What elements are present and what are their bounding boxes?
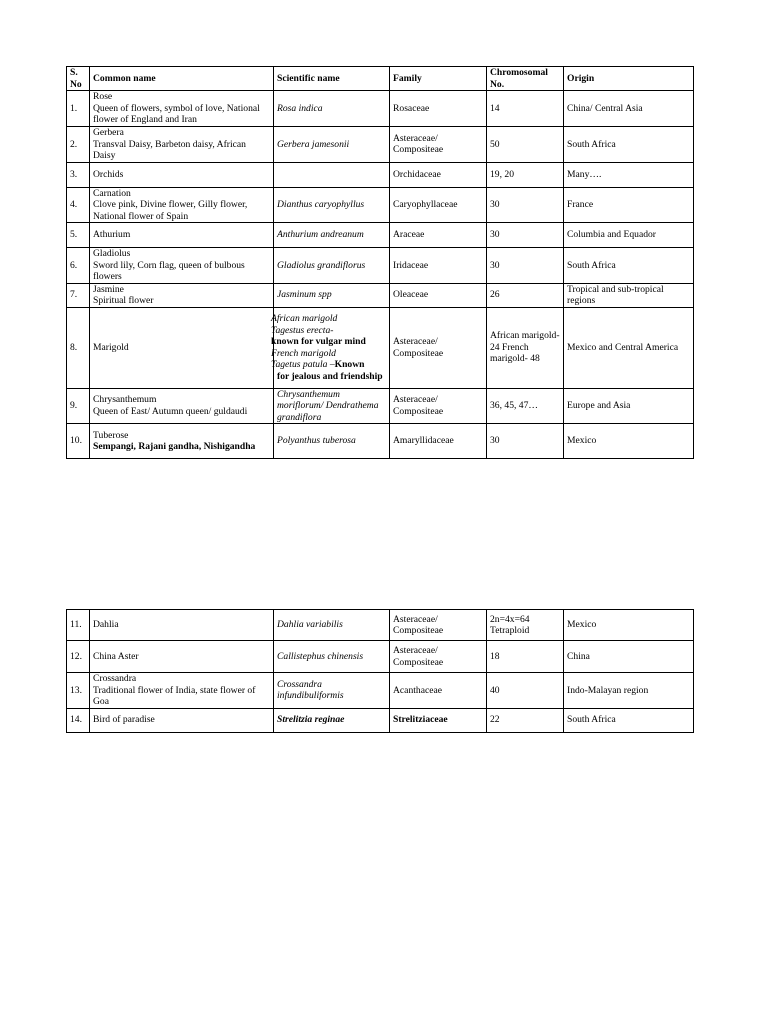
sno-cell: 4. xyxy=(67,187,90,223)
scientific-name-cell: Gladiolus grandiflorus xyxy=(274,248,390,284)
common-name-note: Queen of East/ Autumn queen/ guldaudi xyxy=(93,405,248,417)
common-name-note: Clove pink, Divine flower, Gilly flower, National flower of Spain xyxy=(93,199,248,222)
sno-cell: 3. xyxy=(67,162,90,187)
table-row xyxy=(67,424,694,459)
african-marigold-label: African marigold xyxy=(271,313,338,324)
origin-cell: Indo-Malayan region xyxy=(564,673,694,709)
scientific-name-cell xyxy=(274,162,390,187)
common-name-note: Sword lily, Corn flag, queen of bulbous flowers xyxy=(93,259,245,282)
origin-cell: Columbia and Equador xyxy=(564,223,694,248)
sno-cell: 1. xyxy=(67,91,90,127)
common-name-note: Sempangi, Rajani gandha, Nishigandha xyxy=(93,441,256,452)
origin-cell: Many…. xyxy=(564,162,694,187)
origin-cell: South Africa xyxy=(564,127,694,163)
header-sno: S. No xyxy=(67,67,90,91)
sno-cell: 2. xyxy=(67,127,90,163)
scientific-name-cell: Callistephus chinensis xyxy=(274,641,390,673)
table-row xyxy=(67,162,694,187)
african-marigold-note: known for vulgar mind xyxy=(271,336,366,347)
family-cell: Oleaceae xyxy=(390,283,487,307)
common-name: Gerbera xyxy=(93,127,124,138)
sno-cell: 7. xyxy=(67,283,90,307)
chromosomal-note: Tetraploid xyxy=(490,625,530,636)
chromosomal-cell: 14 xyxy=(487,91,564,127)
chromosomal-cell: 36, 45, 47… xyxy=(487,388,564,424)
family-cell: Asteraceae/ Compositeae xyxy=(390,127,487,163)
scientific-name-cell: Dianthus caryophyllus xyxy=(274,187,390,223)
sno-cell: 11. xyxy=(67,610,90,641)
origin-cell: Mexico xyxy=(564,424,694,459)
table-row xyxy=(67,708,694,732)
common-name-cell: Athurium xyxy=(90,223,274,248)
origin-cell: Tropical and sub-tropical regions xyxy=(564,283,694,307)
common-name-cell: China Aster xyxy=(90,641,274,673)
common-name-cell xyxy=(90,91,274,127)
scientific-name-cell: Dahlia variabilis xyxy=(274,610,390,641)
scientific-name-cell: Chrysanthemum moriflorum/ Dendrathema grandiflora xyxy=(274,388,390,424)
sno-cell: 13. xyxy=(67,673,90,709)
table-row xyxy=(67,388,694,424)
table-row xyxy=(67,641,694,673)
origin-cell: Europe and Asia xyxy=(564,388,694,424)
family-cell: Orchidaceae xyxy=(390,162,487,187)
table-row xyxy=(67,673,694,709)
table-row xyxy=(67,307,694,388)
header-family: Family xyxy=(390,67,487,91)
family-cell: Amaryllidaceae xyxy=(390,424,487,459)
scientific-name-cell: Strelitzia reginae xyxy=(274,708,390,732)
chromosomal-cell: 30 xyxy=(487,223,564,248)
scientific-name-cell: Jasminum spp xyxy=(274,283,390,307)
common-name: Gladiolus xyxy=(93,248,131,259)
table-row xyxy=(67,223,694,248)
origin-cell: China xyxy=(564,641,694,673)
family-cell: Strelitziaceae xyxy=(390,708,487,732)
common-name-cell: Dahlia xyxy=(90,610,274,641)
common-name-note: Traditional flower of India, state flower of Goa xyxy=(93,684,256,707)
common-name: Jasmine xyxy=(93,283,124,295)
chromosomal-cell: 30 xyxy=(487,248,564,284)
family-cell: Asteraceae/ Compositeae xyxy=(390,641,487,673)
scientific-name-cell: Polyanthus tuberosa xyxy=(274,424,390,459)
common-name-cell xyxy=(90,673,274,709)
origin-cell: Mexico xyxy=(564,610,694,641)
scientific-name-cell: Anthurium andreanum xyxy=(274,223,390,248)
chromosomal-cell: 18 xyxy=(487,641,564,673)
french-marigold-dash: – xyxy=(327,359,335,370)
common-name-cell: Bird of paradise xyxy=(90,708,274,732)
scientific-name-cell: Crossandra infundibuliformis xyxy=(274,673,390,709)
table-row xyxy=(67,248,694,284)
sno-cell: 6. xyxy=(67,248,90,284)
french-marigold-note-b: for jealous and friendship xyxy=(277,370,383,382)
chromosomal-cell: 30 xyxy=(487,187,564,223)
family-cell: Asteraceae/ Compositeae xyxy=(390,610,487,641)
table-row xyxy=(67,610,694,641)
family-cell: Asteraceae/ Compositeae xyxy=(390,307,487,388)
origin-cell: Mexico and Central America xyxy=(564,307,694,388)
scientific-name-cell xyxy=(271,307,390,388)
common-name: Crossandra xyxy=(93,673,137,684)
common-name-cell: Orchids xyxy=(90,162,274,187)
sno-cell: 8. xyxy=(67,307,90,388)
chromosomal-cell: African marigold- 24 French marigold- 48 xyxy=(487,307,564,388)
common-name-cell xyxy=(90,248,274,284)
african-marigold-name: Tagestus erecta- xyxy=(271,324,334,336)
header-scientific-name: Scientific name xyxy=(274,67,390,91)
chromosomal-cell: 26 xyxy=(487,283,564,307)
family-cell: Caryophyllaceae xyxy=(390,187,487,223)
scientific-name-cell: Gerbera jamesonii xyxy=(274,127,390,163)
header-chromosomal-no: Chromosomal No. xyxy=(487,67,564,91)
chromosomal-cell: 19, 20 xyxy=(487,162,564,187)
table-row xyxy=(67,187,694,223)
french-marigold-name-line xyxy=(271,359,386,371)
sno-cell: 5. xyxy=(67,223,90,248)
common-name-cell xyxy=(90,388,274,424)
common-name: Carnation xyxy=(93,187,131,199)
family-cell: Rosaceae xyxy=(390,91,487,127)
origin-cell: France xyxy=(564,187,694,223)
header-origin: Origin xyxy=(564,67,694,91)
french-marigold-note-a: Known xyxy=(334,359,365,370)
common-name-note: Transval Daisy, Barbeton daisy, African Daisy xyxy=(93,138,246,161)
french-marigold-name: Tagetus patula xyxy=(271,359,328,370)
header-common-name: Common name xyxy=(90,67,274,91)
family-cell: Acanthaceae xyxy=(390,673,487,709)
family-cell: Asteraceae/ Compositeae xyxy=(390,388,487,424)
common-name-cell xyxy=(90,424,274,459)
chromosomal-value: 2n=4x=64 xyxy=(490,613,530,625)
sno-cell: 10. xyxy=(67,424,90,459)
chromosomal-cell: 30 xyxy=(487,424,564,459)
common-name-note: Queen of flowers, symbol of love, National flower of England and Iran xyxy=(93,102,260,126)
table-row xyxy=(67,283,694,307)
french-marigold-label: French marigold xyxy=(271,347,336,359)
origin-cell: South Africa xyxy=(564,708,694,732)
common-name: Tuberose xyxy=(93,429,129,441)
flower-table-1 xyxy=(66,66,694,459)
chromosomal-cell: 22 xyxy=(487,708,564,732)
sno-cell: 14. xyxy=(67,708,90,732)
common-name-cell xyxy=(90,127,274,163)
family-cell: Araceae xyxy=(390,223,487,248)
table-row xyxy=(67,91,694,127)
table-row xyxy=(67,127,694,163)
flower-table-2 xyxy=(66,609,694,733)
sno-cell: 9. xyxy=(67,388,90,424)
common-name-cell: Marigold xyxy=(90,307,274,388)
sno-cell: 12. xyxy=(67,641,90,673)
common-name-note: Spiritual flower xyxy=(93,295,154,306)
scientific-name-cell: Rosa indica xyxy=(274,91,390,127)
chromosomal-cell: 50 xyxy=(487,127,564,163)
common-name-cell xyxy=(90,187,274,223)
chromosomal-cell xyxy=(487,610,564,641)
header-row xyxy=(67,67,694,91)
common-name: Rose xyxy=(93,91,113,103)
chromosomal-cell: 40 xyxy=(487,673,564,709)
origin-cell: South Africa xyxy=(564,248,694,284)
common-name: Chrysanthemum xyxy=(93,394,157,406)
common-name-cell xyxy=(90,283,274,307)
origin-cell: China/ Central Asia xyxy=(564,91,694,127)
family-cell: Iridaceae xyxy=(390,248,487,284)
